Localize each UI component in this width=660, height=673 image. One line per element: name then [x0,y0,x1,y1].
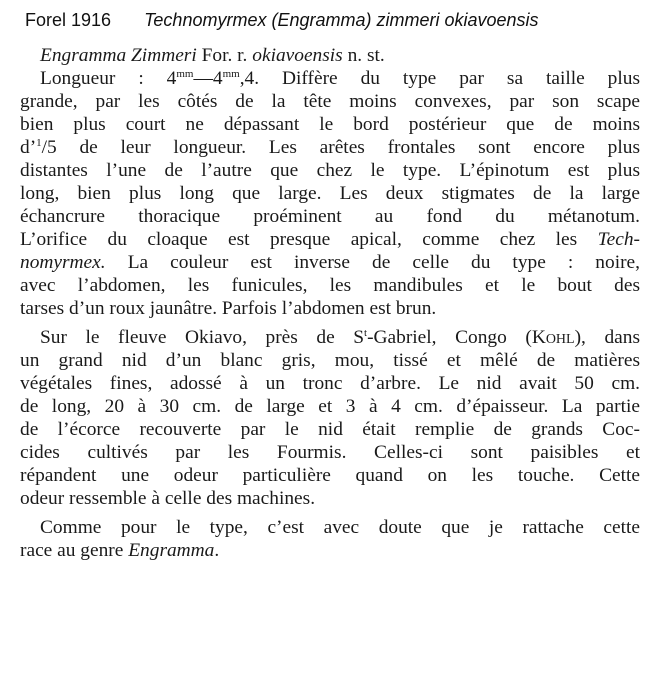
p3-l2-italic: Engramma [128,540,215,561]
paragraph1-line9 [20,251,640,274]
p1-l4-sup: 1 [36,137,42,149]
header-author-year: Forel 1916 [25,10,112,30]
p1-l1-sup1: mm [176,68,194,80]
p1-l1-b: —4 [193,68,223,89]
paragraph1-line2: grande, par les côtés de la tête moins convexes, par son scape [20,91,640,112]
paragraph2-line2: un grand nid d’un blanc gris, mou, tissé et mêlé de matières [20,350,640,371]
p1-l4-b: /5 de leur longueur. Les arêtes frontales sont encore plus [41,137,640,158]
paragraph1-line7: échancrure thoracique proéminent au fond du métanotum. [20,206,640,227]
p1-l9-b: La couleur est inverse de celle du type : noire, [127,252,640,273]
p1-l1-a: Longueur : 4 [40,68,177,89]
species-title-line [20,44,640,67]
paragraph2-line1 [20,326,640,349]
title-author-rank: For. r. [201,45,248,66]
p2-l1-a: Sur le fleuve Okiavo, près de S [40,327,365,348]
paragraph1-line3: bien plus court ne dépassant le bord postérieur que de moins [20,114,640,135]
p2-l1-c: ), dans [574,327,640,348]
header-taxon: Technomyrmex (Engramma) zimmeri okiavoensis [144,10,539,30]
paragraph3-line1: Comme pour le type, c’est avec doute que je rattache cette [40,517,640,538]
paragraph2-line6: cides cultivés par les Fourmis. Celles-ci sont paisibles et [20,442,640,463]
p2-l1-sup: t [364,327,368,339]
paragraph2-line3: végétales fines, adossé à un tronc d’arbre. Le nid avait 50 cm. [20,373,640,394]
page-header [25,10,645,31]
p3-l2-a: race au genre [20,540,124,561]
paragraph1-line11: tarses d’un roux jaunâtre. Parfois l’abdomen est brun. [20,298,437,319]
paragraph1-line6: long, bien plus long que large. Les deux stigmates de la large [20,183,640,204]
title-status: n. st. [347,45,385,66]
paragraph2-line7: répandent une odeur particulière quand on les touche. Cette [20,465,640,486]
paragraph2-line4: de long, 20 à 30 cm. de large et 3 à 4 cm. d’épaisseur. La partie [20,396,640,417]
paragraph1-line5: distantes l’une de l’autre que chez le type. L’épinotum est plus [20,160,640,181]
p1-l4-a: d’ [20,137,37,158]
document-body [20,44,640,562]
paragraph1-line10: avec l’abdomen, les funicules, les mandibules et le bout des [20,275,640,296]
paragraph1-line4 [20,136,640,159]
p2-l1-collector: Kohl [531,327,575,348]
paragraph3-line2 [20,539,640,562]
p3-l2-b: . [214,540,220,561]
paragraph1-line8 [20,228,640,251]
title-subspecies: okiavoensis [252,45,343,66]
p1-l1-c: ,4. Diffère du type par sa taille plus [239,68,640,89]
paragraph2-line5: de l’écorce recouverte par le nid était remplie de grands Coc- [20,419,640,440]
paragraph1-line1 [20,67,640,90]
paragraph2-line8: odeur ressemble à celle des machines. [20,488,316,509]
p1-l9-italic: nomyrmex. [20,252,106,273]
p2-l1-b: -Gabriel, Congo ( [367,327,532,348]
title-genus-species: Engramma Zimmeri [40,45,197,66]
p1-l1-sup2: mm [222,68,240,80]
p1-l8-italic: Tech- [597,229,640,250]
p1-l8-a: L’orifice du cloaque est presque apical, comme chez les [20,229,578,250]
